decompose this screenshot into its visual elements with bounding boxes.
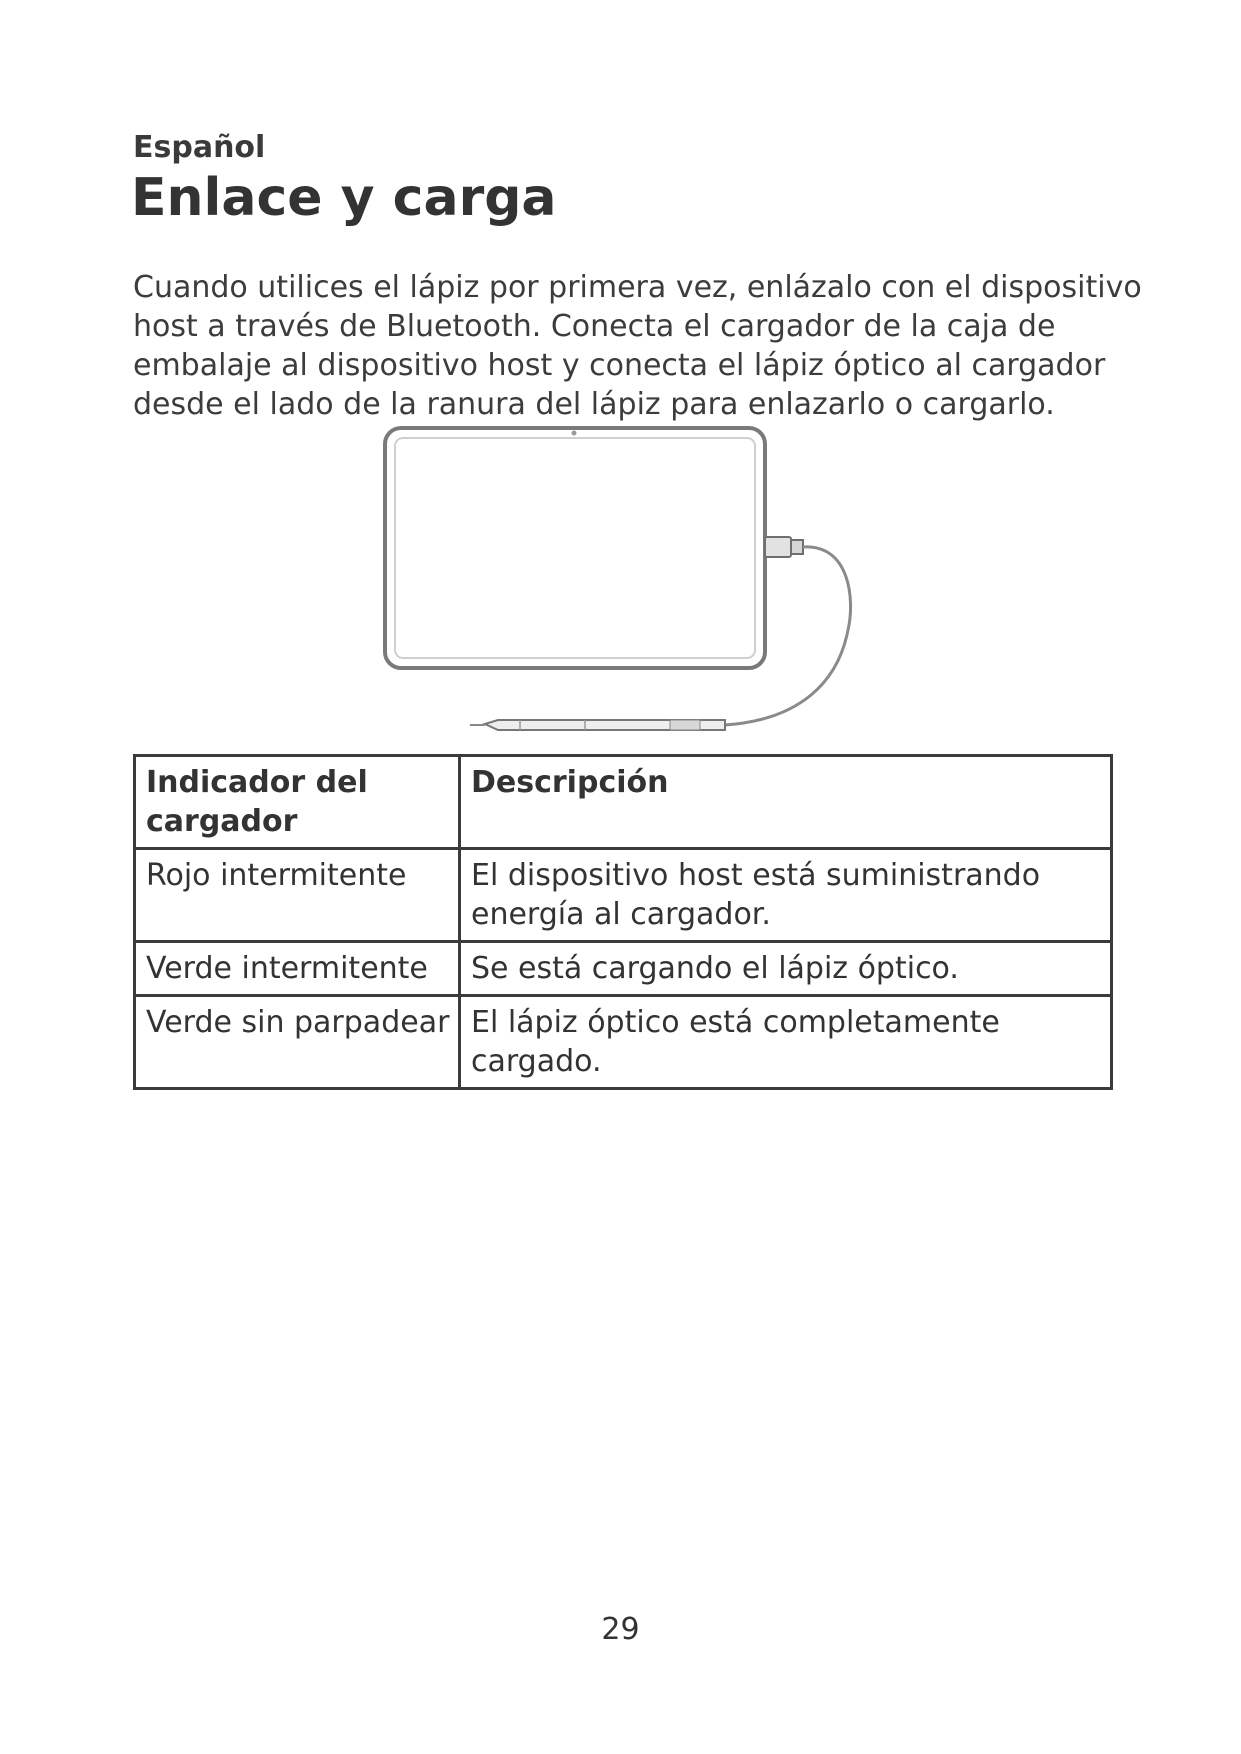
column-header-indicator: Indicador del cargador: [135, 756, 460, 849]
stylus-icon: [470, 720, 725, 730]
charger-indicator-table: [133, 754, 1113, 1090]
description-cell: El dispositivo host está suministrando energía al cargador.: [460, 849, 1112, 942]
intro-line: host a través de Bluetooth. Conecta el cargador de la caja de: [133, 309, 1056, 344]
page-number: 29: [601, 1612, 640, 1647]
intro-line: embalaje al dispositivo host y conecta el lápiz óptico al cargador: [133, 348, 1106, 383]
page-title: Enlace y carga: [131, 168, 557, 228]
language-label: Español: [133, 130, 266, 165]
charging-illustration: [370, 420, 870, 740]
intro-line: desde el lado de la ranura del lápiz para enlazarlo o cargarlo.: [133, 387, 1055, 422]
table-row: [135, 942, 1112, 996]
table-row: [135, 996, 1112, 1089]
indicator-cell: Verde intermitente: [135, 942, 460, 996]
description-cell: El lápiz óptico está completamente cargado.: [460, 996, 1112, 1089]
intro-line: Cuando utilices el lápiz por primera vez, enlázalo con el dispositivo: [133, 270, 1142, 305]
indicator-cell: Verde sin parpadear: [135, 996, 460, 1089]
column-header-description: Descripción: [460, 756, 1112, 849]
indicator-cell: Rojo intermitente: [135, 849, 460, 942]
table-header-row: [135, 756, 1112, 849]
table-row: [135, 849, 1112, 942]
description-cell: Se está cargando el lápiz óptico.: [460, 942, 1112, 996]
tablet-icon: [385, 428, 765, 668]
intro-paragraph: [133, 268, 1142, 424]
